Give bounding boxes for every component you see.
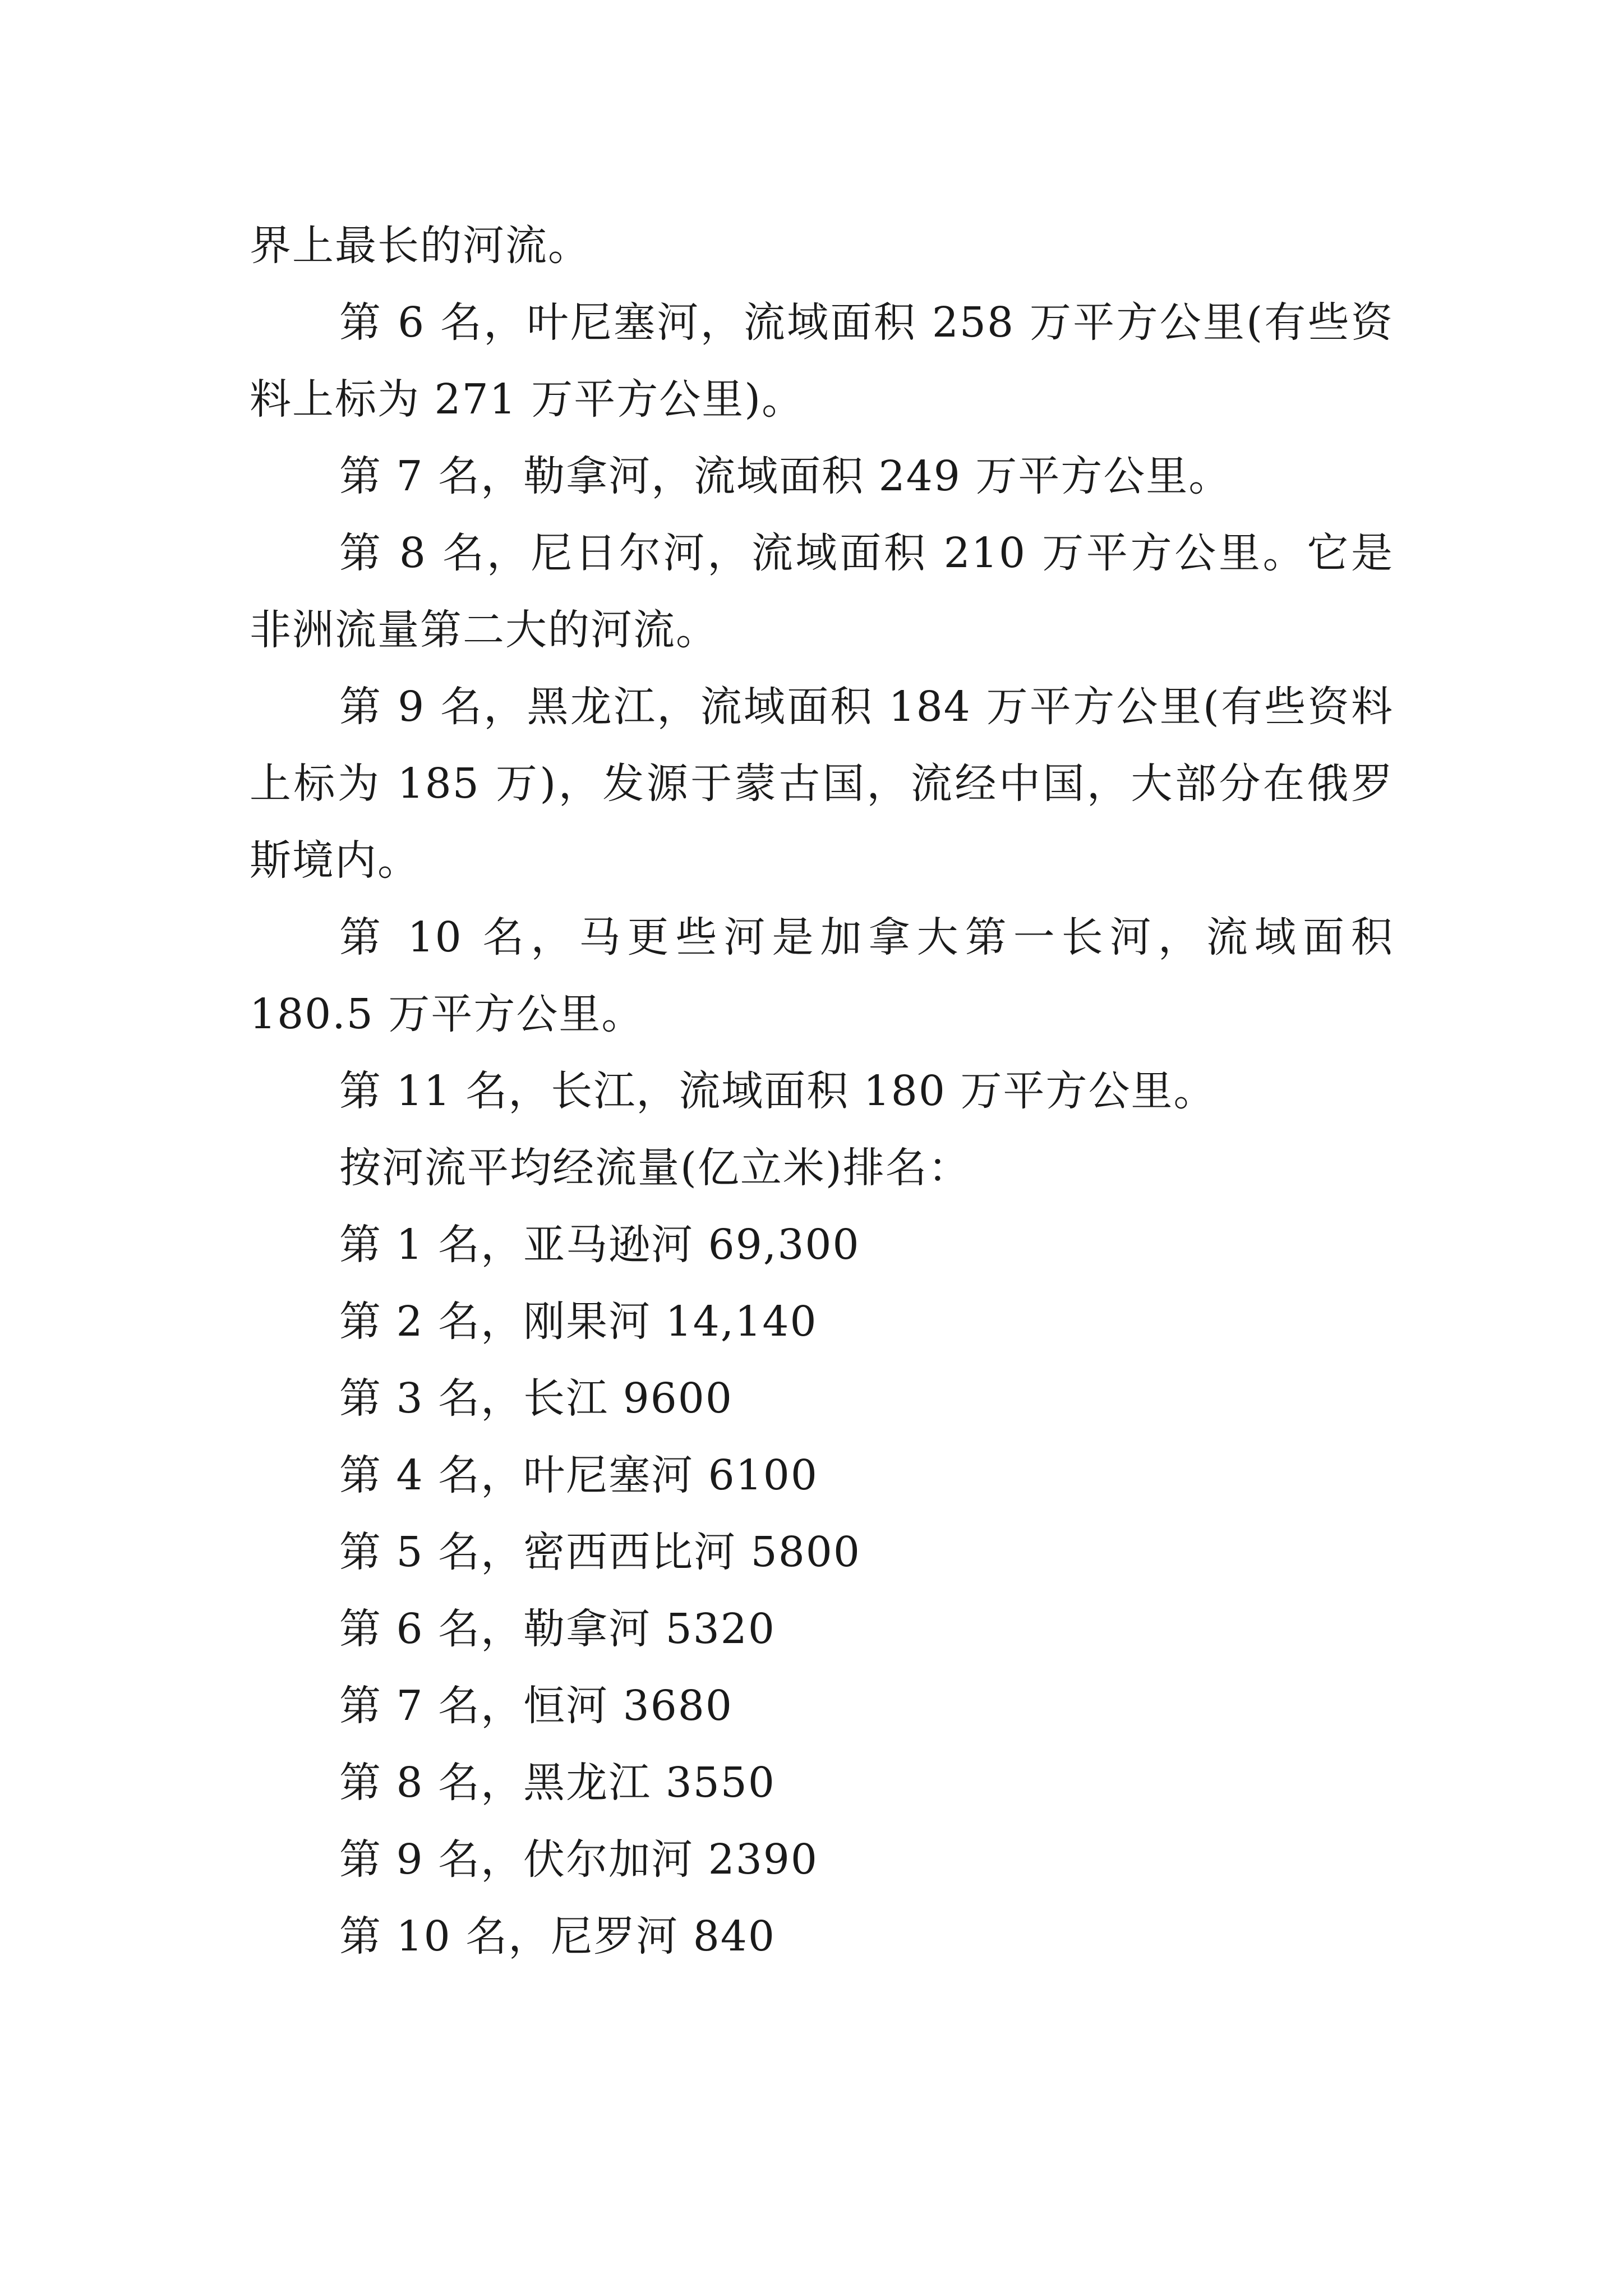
flow-rank-item: 第 8 名，黑龙江 3550 xyxy=(339,1759,776,1807)
flow-rank-item: 第 5 名，密西西比河 5800 xyxy=(339,1528,861,1576)
paragraph-continuation: 界上最长的河流。 xyxy=(250,222,591,270)
flow-rank-item: 第 4 名，叶尼塞河 6100 xyxy=(339,1451,818,1499)
document-body xyxy=(250,208,1394,1975)
paragraph-rank-6-area: 第 6 名，叶尼塞河，流域面积 258 万平方公里(有些资料上标为 271 万平方公里)。 xyxy=(250,298,1394,424)
paragraph-rank-10-area: 第 10 名，马更些河是加拿大第一长河，流域面积 180.5 万平方公里。 xyxy=(250,913,1394,1038)
flow-rank-item: 第 3 名，长江 9600 xyxy=(339,1374,733,1423)
flow-rank-item: 第 1 名，亚马逊河 69,300 xyxy=(339,1221,860,1269)
flow-rank-item: 第 9 名，伏尔加河 2390 xyxy=(339,1835,818,1884)
flow-ranking-heading: 按河流平均经流量(亿立米)排名： xyxy=(339,1144,971,1192)
paragraph-rank-8-area: 第 8 名，尼日尔河，流域面积 210 万平方公里。它是非洲流量第二大的河流。 xyxy=(250,529,1394,654)
paragraph-rank-11-area: 第 11 名，长江，流域面积 180 万平方公里。 xyxy=(339,1067,1216,1115)
paragraph-rank-9-area: 第 9 名，黑龙江，流域面积 184 万平方公里(有些资料上标为 185 万)，发源于蒙古国，流经中国，大部分在俄罗斯境内。 xyxy=(250,683,1394,885)
flow-rank-item: 第 6 名，勒拿河 5320 xyxy=(339,1605,776,1653)
paragraph-rank-7-area: 第 7 名，勒拿河，流域面积 249 万平方公里。 xyxy=(339,452,1232,500)
flow-rank-item: 第 7 名，恒河 3680 xyxy=(339,1682,733,1730)
flow-rank-item: 第 2 名，刚果河 14,140 xyxy=(339,1297,818,1346)
flow-rank-item: 第 10 名，尼罗河 840 xyxy=(339,1912,776,1961)
